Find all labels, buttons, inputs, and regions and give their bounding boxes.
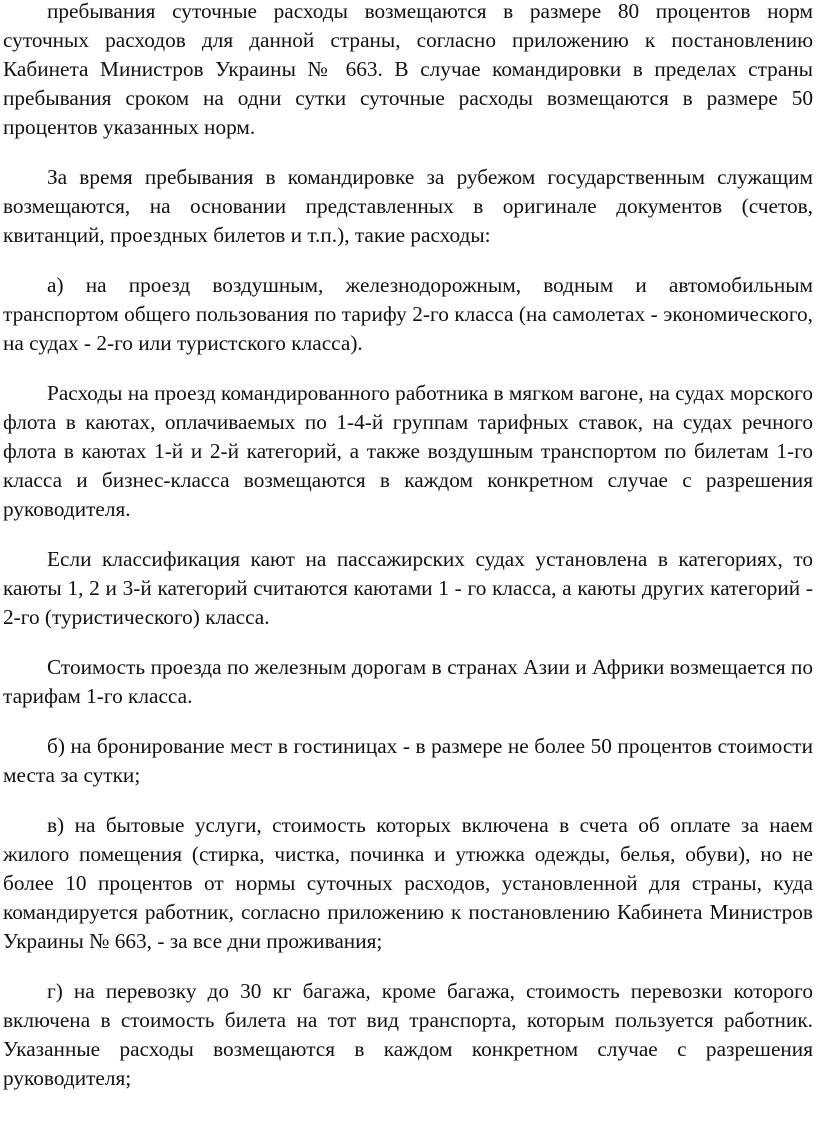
paragraph-item-v-household-services: в) на бытовые услуги, стоимость которых включена в счета об оплате за наем жилого помещения (стирка, чистка, починка и утюжка одежды, белья, обуви), но не более 10 процентов от нормы суточных расходов, установленной для страны, куда командируется работник, согласно приложению к постановлению Кабинета Министров Украины № 663, - за все дни проживания; (3, 813, 813, 953)
paragraph-continuation-daily-allowance: пребывания суточные расходы возмещаются в размере 80 процентов норм суточных расходов для данной страны, согласно приложению к постановлению Кабинета Министров Украины № 663. В случае командировки в пределах страны пребывания сроком на одни сутки суточные расходы возмещаются в размере 50 процентов указанных норм. (3, 0, 813, 139)
paragraph-reimbursable-expenses-intro: За время пребывания в командировке за рубежом государственным служащим возмещаются, на основании представленных в оригинале документов (счетов, квитанций, проездных билетов и т.п.), такие расходы: (3, 165, 813, 247)
paragraph-asia-africa-rail: Стоимость проезда по железным дорогам в странах Азии и Африки возмещается по тарифам 1-го класса. (3, 655, 813, 708)
paragraph-item-g-baggage: г) на перевозку до 30 кг багажа, кроме багажа, стоимость перевозки которого включена в стоимость билета на тот вид транспорта, которым пользуется работник. Указанные расходы возмещаются в каждом конкретном случае с разрешения руководителя; (3, 979, 813, 1090)
paragraph-item-b-hotel-booking: б) на бронирование мест в гостиницах - в размере не более 50 процентов стоимости места за сутки; (3, 734, 813, 787)
paragraph-first-class-travel: Расходы на проезд командированного работника в мягком вагоне, на судах морского флота в каютах, оплачиваемых по 1-4-й группам тарифных ставок, на судах речного флота в каютах 1-й и 2-й категорий, а также воздушным транспортом по билетам 1-го класса и бизнес-класса возмещаются в каждом конкретном случае с разрешения руководителя. (3, 381, 813, 521)
paragraph-item-a-travel: а) на проезд воздушным, железнодорожным, водным и автомобильным транспортом общего пользования по тарифу 2-го класса (на самолетах - экономического, на судах - 2-го или туристского класса). (3, 273, 813, 355)
paragraph-cabin-classification: Если классификация кают на пассажирских судах установлена в категориях, то каюты 1, 2 и 3-й категорий считаются каютами 1 - го класса, а каюты других категорий - 2-го (туристического) класса. (3, 547, 813, 629)
